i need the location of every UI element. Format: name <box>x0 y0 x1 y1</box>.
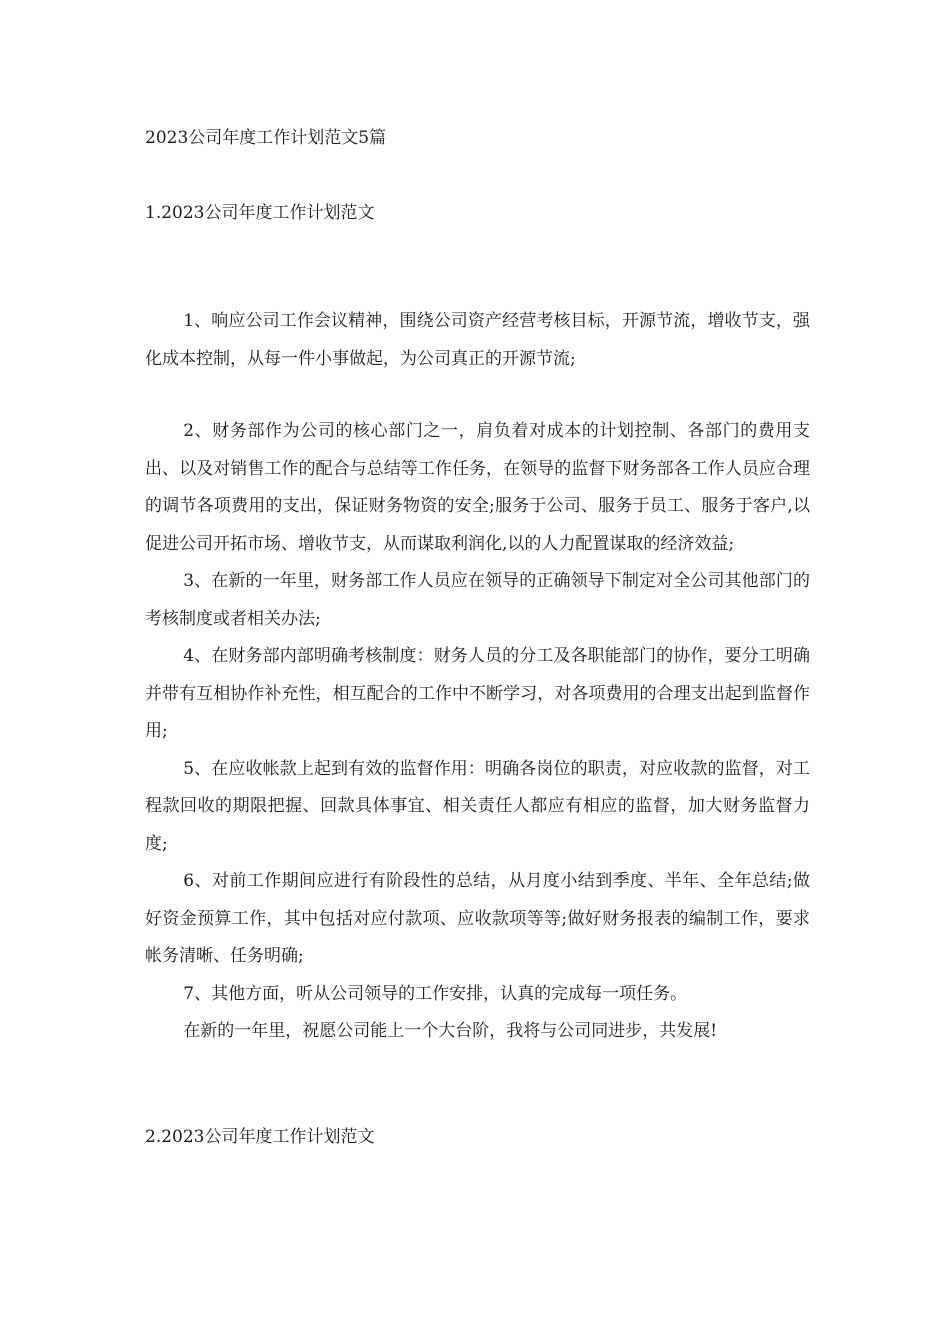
section-1-body <box>145 413 810 1051</box>
paragraph-2: 2、财务部作为公司的核心部门之一，肩负着对成本的计划控制、各部门的费用支出、以及对销售工作的配合与总结等工作任务，在领导的监督下财务部各工作人员应合理的调节各项费用的支出，保证财务物资的安全;服务于公司、服务于员工、服务于客户,以促进公司开拓市场、增收节支，从而谋取利润化,以的人力配置谋取的经济效益; <box>145 421 810 554</box>
section-heading-2: 2.2023公司年度工作计划范文 <box>145 1127 375 1147</box>
paragraph-3: 3、在新的一年里，财务部工作人员应在领导的正确领导下制定对全公司其他部门的考核制度或者相关办法; <box>145 571 810 629</box>
paragraph-6: 6、对前工作期间应进行有阶段性的总结，从月度小结到季度、半年、全年总结;做好资金预算工作，其中包括对应付款项、应收款项等等;做好财务报表的编制工作，要求帐务清晰、任务明确; <box>145 871 810 966</box>
paragraph-7: 7、其他方面，听从公司领导的工作安排，认真的完成每一项任务。 <box>183 983 688 1004</box>
closing-paragraph: 在新的一年里，祝愿公司能上一个大台阶，我将与公司同进步，共发展! <box>183 1021 718 1041</box>
section-heading-1: 1.2023公司年度工作计划范文 <box>145 203 375 223</box>
paragraph-5: 5、在应收帐款上起到有效的监督作用：明确各岗位的职责，对应收款的监督，对工程款回收的期限把握、回款具体事宜、相关责任人都应有相应的监督，加大财务监督力度; <box>145 758 810 854</box>
paragraph-1: 1、响应公司工作会议精神，围绕公司资产经营考核目标，开源节流，增收节支，强化成本控制，从每一件小事做起，为公司真正的开源节流; <box>145 311 810 369</box>
document-title: 2023公司年度工作计划范文5篇 <box>145 128 387 148</box>
section-1-intro <box>145 303 810 378</box>
paragraph-4: 4、在财务部内部明确考核制度：财务人员的分工及各职能部门的协作，要分工明确并带有互相协作补充性，相互配合的工作中不断学习，对各项费用的合理支出起到监督作用; <box>145 646 810 741</box>
